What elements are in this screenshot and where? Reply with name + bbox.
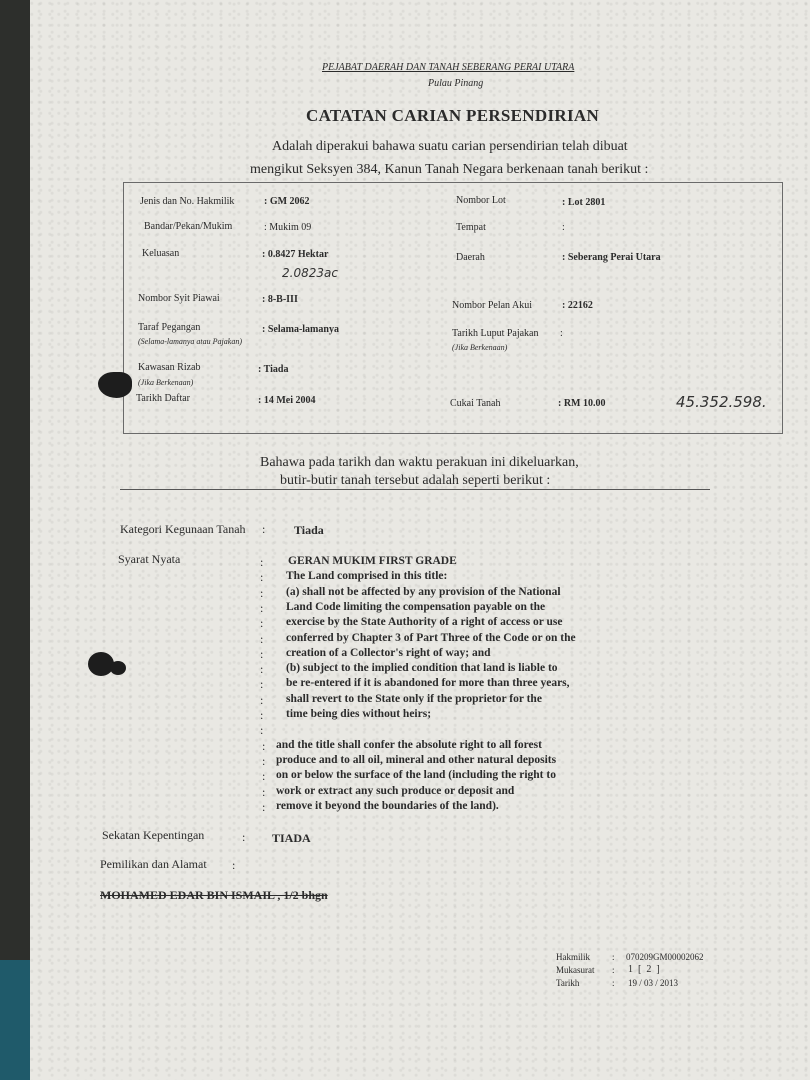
syarat-line: remove it beyond the boundaries of the land). (276, 799, 499, 812)
bandar-value: : Mukim 09 (264, 222, 312, 233)
syarat-line: exercise by the State Authority of a right of access or use (286, 616, 563, 629)
luput-label: Tarikh Luput Pajakan (452, 328, 539, 339)
cukai-value: : RM 10.00 (558, 398, 606, 409)
colon: : (612, 952, 615, 962)
rizab-value: : Tiada (258, 364, 289, 375)
tempat-value: : (562, 222, 565, 233)
keluasan-handwritten-note: 2.0823ac (282, 266, 338, 280)
tempat-label: Tempat (456, 222, 486, 233)
office-location: Pulau Pinang (428, 78, 484, 89)
owner-name: MOHAMED EDAR BIN ISMAIL , 1/2 bhgn (100, 888, 328, 902)
statement-line-1: Bahawa pada tarikh dan waktu perakuan ini dikeluarkan, (260, 455, 579, 470)
ink-blot (98, 372, 132, 398)
rizab-sub: (Jika Berkenaan) (138, 378, 194, 387)
bandar-label: Bandar/Pekan/Mukim (144, 221, 233, 232)
syarat-line: be re-entered if it is abandoned for more than three years, (286, 677, 570, 690)
syarat-line: produce and to all oil, mineral and other natural deposits (276, 753, 557, 766)
syarat-line: shall revert to the State only if the proprietor for the (286, 692, 542, 705)
kategori-value: Tiada (294, 523, 324, 537)
colon: : (612, 978, 615, 988)
handwritten-note: 45.352.598. (676, 393, 767, 411)
syarat-line: time being dies without heirs; (286, 708, 432, 720)
jenis-value: : GM 2062 (264, 196, 310, 207)
kategori-label: Kategori Kegunaan Tanah (120, 522, 246, 536)
colon: : (262, 799, 266, 814)
syarat-line: conferred by Chapter 3 of Part Three of the Code or on the (286, 631, 576, 644)
syarat-line: creation of a Collector's right of way; and (286, 646, 491, 659)
tarikh-label: Tarikh (556, 978, 580, 988)
cukai-label: Cukai Tanah (450, 398, 501, 409)
colon: : (260, 570, 264, 585)
syarat-line: The Land comprised in this title: (286, 570, 448, 583)
taraf-value: : Selama-lamanya (262, 324, 339, 335)
syarat-line: on or below the surface of the land (including the right to (276, 769, 556, 782)
hakmilik-value: 070209GM00002062 (626, 952, 704, 962)
background-edge-teal (0, 960, 30, 1080)
lot-value: : Lot 2801 (562, 197, 606, 208)
colon: : (260, 616, 264, 631)
colon: : (262, 784, 266, 799)
ink-blot (110, 661, 126, 675)
colon: : (260, 708, 264, 722)
divider (120, 489, 710, 490)
colon: : (260, 692, 264, 707)
jenis-label: Jenis dan No. Hakmilik (140, 196, 235, 207)
taraf-sub: (Selama-lamanya atau Pajakan) (138, 337, 242, 346)
mukasurat-label: Mukasurat (556, 965, 595, 975)
luput-sub: (Jika Berkenaan) (452, 343, 508, 352)
sekatan-value: TIADA (272, 831, 311, 845)
colon: : (260, 677, 264, 692)
luput-value: : (560, 328, 563, 339)
pelan-value: : 22162 (562, 300, 593, 311)
colon: : (260, 723, 264, 738)
pelan-label: Nombor Pelan Akui (452, 300, 532, 311)
taraf-label: Taraf Pegangan (138, 322, 201, 333)
daerah-label: Daerah (456, 252, 485, 263)
document-title: CATATAN CARIAN PERSENDIRIAN (306, 106, 600, 125)
syarat-line: Land Code limiting the compensation payable on the (286, 600, 546, 613)
daftar-value: : 14 Mei 2004 (258, 395, 316, 406)
colon: : (260, 555, 264, 569)
keluasan-label: Keluasan (142, 248, 180, 259)
keluasan-value: : 0.8427 Hektar (262, 249, 329, 260)
tarikh-value: 19 / 03 / 2013 (628, 978, 679, 988)
colon: : (232, 858, 236, 872)
daerah-value: : Seberang Perai Utara (562, 252, 661, 263)
mukasurat-value: 1 [ 2 ] (628, 964, 660, 975)
intro-line-2: mengikut Seksyen 384, Kanun Tanah Negara berkenaan tanah berikut : (250, 162, 649, 177)
colon: : (612, 965, 615, 975)
pemilikan-label: Pemilikan dan Alamat (100, 857, 207, 871)
office-name: PEJABAT DAERAH DAN TANAH SEBERANG PERAI UTARA (322, 62, 575, 73)
lot-label: Nombor Lot (456, 195, 506, 206)
colon: : (260, 585, 264, 600)
hakmilik-label: Hakmilik (556, 952, 590, 962)
syarat-line: and the title shall confer the absolute right to all forest (276, 738, 542, 751)
colon: : (260, 631, 264, 646)
intro-line-1: Adalah diperakui bahawa suatu carian persendirian telah dibuat (272, 139, 628, 154)
sekatan-label: Sekatan Kepentingan (102, 828, 205, 842)
colon: : (262, 738, 266, 753)
colon: : (242, 830, 246, 844)
syarat-line: (a) shall not be affected by any provision of the National (286, 585, 561, 598)
colon: : (262, 753, 266, 768)
syarat-line: (b) subject to the implied condition that land is liable to (286, 662, 558, 675)
colon: : (262, 522, 266, 536)
colon: : (262, 769, 266, 784)
statement-line-2: butir-butir tanah tersebut adalah seperti berikut : (280, 473, 551, 488)
syit-value: : 8-B-III (262, 294, 298, 305)
rizab-label: Kawasan Rizab (138, 362, 201, 373)
colon: : (260, 662, 264, 677)
syarat-line: GERAN MUKIM FIRST GRADE (288, 555, 457, 567)
daftar-label: Tarikh Daftar (136, 393, 190, 404)
syarat-label: Syarat Nyata (118, 552, 181, 566)
syit-label: Nombor Syit Piawai (138, 293, 220, 304)
colon: : (260, 646, 264, 661)
colon: : (260, 600, 264, 615)
syarat-line: work or extract any such produce or deposit and (276, 784, 515, 797)
background-edge (0, 0, 30, 1080)
